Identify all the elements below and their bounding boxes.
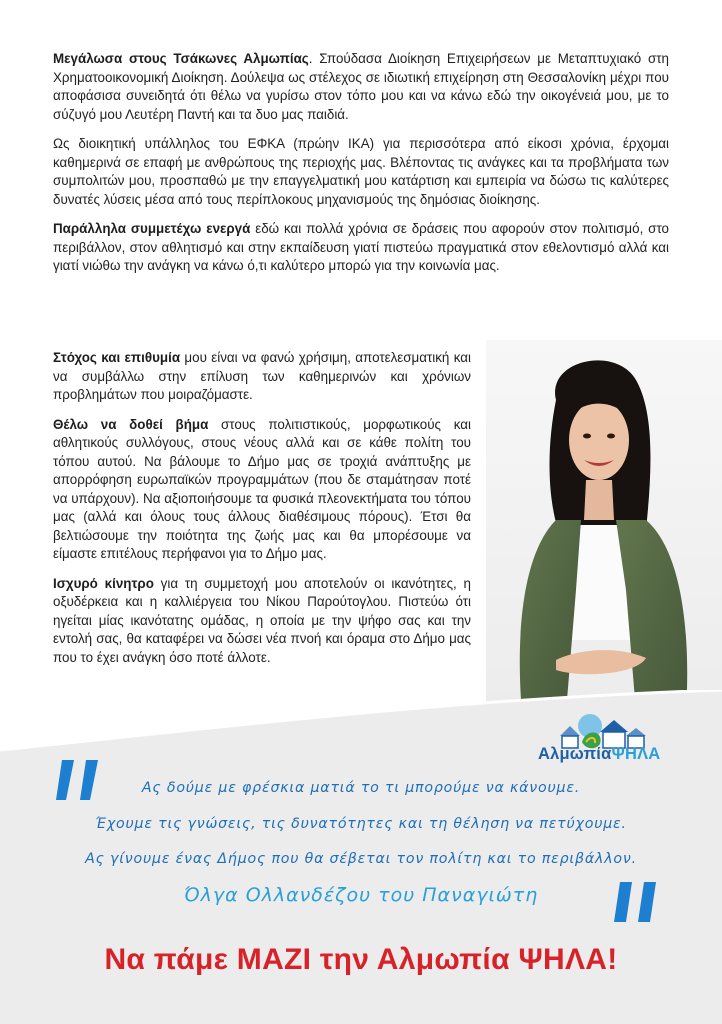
paragraph-5-lead: Θέλω να δοθεί βήμα <box>53 416 209 432</box>
paragraph-4 <box>53 349 471 405</box>
paragraph-6-body: για τη συμμετοχή μου αποτελούν οι ικανότητες, η οξυδέρκεια και η καλλιέργεια του Νίκου Παρούτογλου. Πιστεύω ότι ηγείται μίας ικανότατης ομάδας, η οποία με την ψήφο σας και την εντολή σας, θα καταφέρει να δώσει νέα πνοή και όραμα στο Δήμο μας που το έχει ανάγκη όσο ποτέ άλλοτε. <box>53 575 471 665</box>
slogan: Να πάμε ΜΑΖΙ την Αλμωπία ΨΗΛΑ! <box>104 943 618 976</box>
paragraph-4-body: μου είναι να φανώ χρήσιμη, αποτελεσματική και να συμβάλλω στην επίλυση των καθημερινών και χρόνιων προβλημάτων που μοιραζόμαστε. <box>53 350 471 402</box>
intro-text-full <box>53 50 669 287</box>
quote-line-2: Έχουμε τις γνώσεις, τις δυνατότητες και τη θέληση να πετύχουμε. <box>95 816 627 832</box>
logo-part-2: ΨΗΛΑ <box>611 745 661 763</box>
paragraph-2-body: Ως διοικητική υπάλληλος του ΕΦΚΑ (πρώην ΙΚΑ) για περισσότερα από είκοσι χρόνια, έρχομαι καθημερινά σε επαφή με ανθρώπους της περιοχής μας. Βλέποντας τις ανάγκες και τα προβλήματα των συμπολιτών μου, προσπαθώ με την επαγγελματική μου κατάρτιση και εμπειρία να δώσω τις καλύτερες δυνατές λύσεις μέσα από τους περίπλοκους μηχανισμούς της δημόσιας διοίκησης. <box>53 136 669 207</box>
paragraph-5 <box>53 416 471 564</box>
candidate-portrait-illustration <box>486 340 722 712</box>
paragraph-2 <box>53 135 669 209</box>
quote-line-3: Ας γίνουμε ένας Δήμος που θα σέβεται τον πολίτη και το περιβάλλον. <box>85 851 637 867</box>
paragraph-6 <box>53 575 471 668</box>
paragraph-1-lead: Μεγάλωσα στους Τσάκωνες Αλμωπίας <box>53 51 309 66</box>
paragraph-3-lead: Παράλληλα συμμετέχω ενεργά <box>53 221 251 236</box>
close-quote-icon <box>614 882 666 922</box>
paragraph-3-body: εδώ και πολλά χρόνια σε δράσεις που αφορούν στον πολιτισμό, στο περιβάλλον, στον αθλητισμό και στην εκπαίδευση γιατί πιστεύω πραγματικά στον εθελοντισμό αλλά και γιατί νιώθω την ανάγκη να κάνω ό,τι καλύτερο μπορώ για την κοινωνία μας. <box>53 221 669 273</box>
paragraph-1-body: . Σπούδασα Διοίκηση Επιχειρήσεων με Μεταπτυχιακό στη Χρηματοοικονομική Διοίκηση. Δούλεψα ως στέλεχος σε ιδιωτική επιχείρηση στη Θεσσαλονίκη μέχρι που αποφάσισα συνειδητά ότι θέλω να γυρίσω στον τόπο μου και να κάνω εδώ την οικογένειά μου, με το σύζυγό μου Λευτέρη Παντή και τα δυο μας παιδιά. <box>53 51 670 122</box>
intro-text-narrow <box>53 349 471 678</box>
candidate-photo <box>486 340 722 712</box>
quote-line-1: Ας δούμε με φρέσκια ματιά το τι μπορούμε να κάνουμε. <box>141 780 581 796</box>
logo-wordmark <box>538 745 660 764</box>
signature: Όλγα Ολλανδέζου του Παναγιώτη <box>183 884 539 906</box>
logo-part-1: Αλμωπία <box>538 745 612 763</box>
paragraph-3 <box>53 220 669 276</box>
paragraph-5-body: στους πολιτιστικούς, μορφωτικούς και αθλητικούς συλλόγους, στους νέους αλλά και σε κάθε πολίτη του τόπου αυτού. Να βάλουμε το Δήμο μας σε τροχιά ανάπτυξης με απορρόφηση ευρωπαϊκών προγραμμάτων (που δε σταμάτησαν ποτέ να υπάρχουν). Να αξιοποιήσουμε τα φυσικά πλεονεκτήματα του τόπου μας (αλλά και όλους τους άλλους διαθέσιμους πόρους). Έτσι θα βελτιώσουμε την ποιότητα της ζωής μας και θα μπορέσουμε να είμαστε επιτέλους περήφανοι για το Δήμο μας. <box>53 416 471 561</box>
paragraph-1 <box>53 50 669 124</box>
paragraph-6-lead: Ισχυρό κίνητρο <box>53 575 154 591</box>
paragraph-4-lead: Στόχος και επιθυμία <box>53 350 181 365</box>
